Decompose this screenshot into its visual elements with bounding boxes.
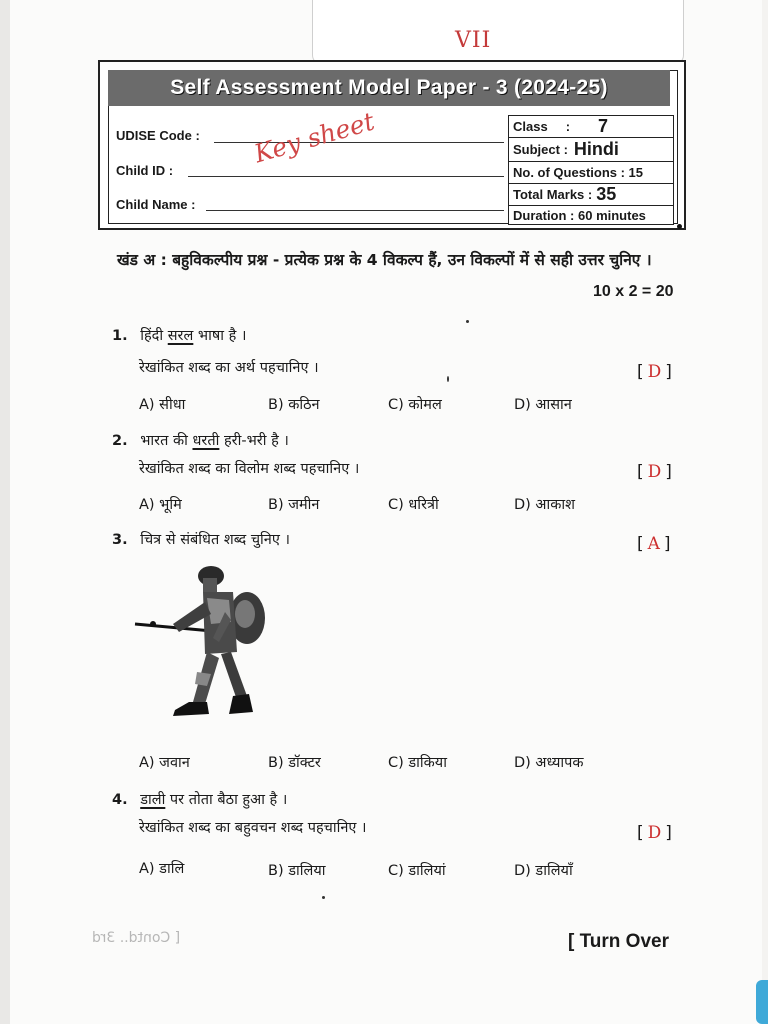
question-2-option-d[interactable]: D) आकाश: [514, 497, 576, 513]
questions-row: [509, 162, 673, 184]
question-1-option-d[interactable]: D) आसान: [514, 397, 572, 413]
question-3-answer: A: [647, 534, 660, 554]
class-value: 7: [598, 116, 609, 136]
question-4-option-b[interactable]: B) डालिया: [268, 863, 326, 879]
question-3-option-c[interactable]: C) डाकिया: [388, 755, 447, 771]
background-object-edge: [756, 980, 768, 1024]
question-1-answer: D: [647, 362, 662, 382]
class-label: Class: [513, 119, 548, 134]
question-1-answer-box: [ D ]: [637, 362, 672, 382]
question-3-option-a[interactable]: A) जवान: [139, 755, 190, 771]
total-marks-value: 35: [596, 184, 617, 204]
question-4-option-a[interactable]: A) डालि: [139, 861, 185, 877]
question-2-text-post: हरी-भरी है ।: [219, 433, 289, 449]
handwritten-key-sheet-note: Key sheet: [251, 106, 378, 169]
question-2-option-c[interactable]: C) धरित्री: [388, 497, 439, 513]
question-3-number: 3.: [112, 532, 128, 548]
question-2-option-a[interactable]: A) भूमि: [139, 497, 182, 513]
question-3-answer-box: [ A ]: [637, 534, 671, 554]
question-1-line1: [112, 325, 246, 345]
class-separator: :: [565, 119, 571, 134]
question-3-line1: [112, 529, 290, 549]
question-1-text-post: भाषा है ।: [193, 328, 247, 344]
turn-over-label: [ Turn Over: [568, 931, 669, 952]
duration-label: Duration : 60 minutes: [513, 207, 646, 223]
paper-title-band: [108, 70, 670, 106]
question-2-instruction: रेखांकित शब्द का विलोम शब्द पहचानिए ।: [139, 461, 360, 477]
paper-info-table: [508, 115, 674, 225]
stray-ink-dot-2: [322, 896, 325, 899]
question-3-text: चित्र से संबंधित शब्द चुनिए ।: [140, 532, 290, 548]
question-1-text-pre: हिंदी: [140, 328, 168, 344]
question-1-option-a[interactable]: A) सीधा: [139, 397, 186, 413]
question-2-option-b[interactable]: B) जमीन: [268, 497, 320, 513]
stray-ink-dot: [466, 320, 469, 323]
section-marks: 10 x 2 = 20: [593, 283, 674, 300]
question-1-instruction: रेखांकित शब्द का अर्थ पहचानिए ।: [139, 360, 319, 376]
question-2-answer-box: [ D ]: [637, 462, 672, 482]
question-2-number: 2.: [112, 433, 128, 449]
question-4-text-post: पर तोता बैठा हुआ है ।: [165, 792, 288, 808]
paper-title: Self Assessment Model Paper - 3 (2024-25): [170, 76, 608, 99]
question-1-option-b[interactable]: B) कठिन: [268, 397, 320, 413]
child-name-label: Child Name :: [116, 197, 196, 212]
bleed-through-contd-text: [ Contd.. 3rd: [92, 930, 181, 946]
question-4-answer: D: [647, 823, 662, 843]
udise-code-label: UDISE Code :: [116, 128, 200, 143]
handwritten-class-mark: VII: [455, 28, 492, 53]
question-2-text-pre: भारत की: [140, 433, 193, 449]
question-1-underlined-word: सरल: [167, 328, 194, 344]
question-4-number: 4.: [112, 792, 128, 808]
duration-row: [509, 206, 673, 224]
subject-row: [509, 138, 673, 162]
child-id-label: Child ID :: [116, 163, 174, 178]
class-row: [509, 116, 673, 138]
question-4-line1: [112, 789, 287, 809]
child-name-field[interactable]: [206, 210, 504, 211]
child-id-field[interactable]: [188, 176, 504, 177]
question-1-option-c[interactable]: C) कोमल: [388, 397, 442, 413]
question-3-option-b[interactable]: B) डॉक्टर: [268, 755, 321, 771]
stray-ink-mark: [447, 376, 449, 382]
question-2-line1: [112, 430, 289, 450]
subject-value: Hindi: [573, 139, 619, 159]
section-a-heading: खंड अ : बहुविकल्पीय प्रश्न - प्रत्येक प्रश्न के 4 विकल्प हैं, उन विकल्पों में से सही उत्तर चुनिए ।: [117, 251, 652, 269]
question-2-answer: D: [647, 462, 662, 482]
question-3-option-d[interactable]: D) अध्यापक: [514, 755, 584, 771]
question-4-option-c[interactable]: C) डालियां: [388, 863, 446, 879]
total-marks-row: [509, 184, 673, 206]
question-4-instruction: रेखांकित शब्द का बहुवचन शब्द पहचानिए ।: [139, 820, 367, 836]
corner-dot: [677, 224, 682, 229]
question-4-answer-box: [ D ]: [637, 823, 672, 843]
total-marks-label: Total Marks :: [513, 187, 593, 202]
subject-label: Subject :: [513, 142, 568, 157]
question-2-underlined-word: धरती: [192, 433, 220, 449]
soldier-illustration: [133, 562, 273, 730]
question-4-underlined-word: डाली: [140, 792, 166, 808]
question-4-option-d[interactable]: D) डालियाँ: [514, 863, 573, 879]
question-1-number: 1.: [112, 328, 128, 344]
questions-count-label: No. of Questions : 15: [513, 165, 644, 180]
paper-top-tab: [312, 0, 684, 65]
page-edge-shadow: [0, 0, 10, 1024]
